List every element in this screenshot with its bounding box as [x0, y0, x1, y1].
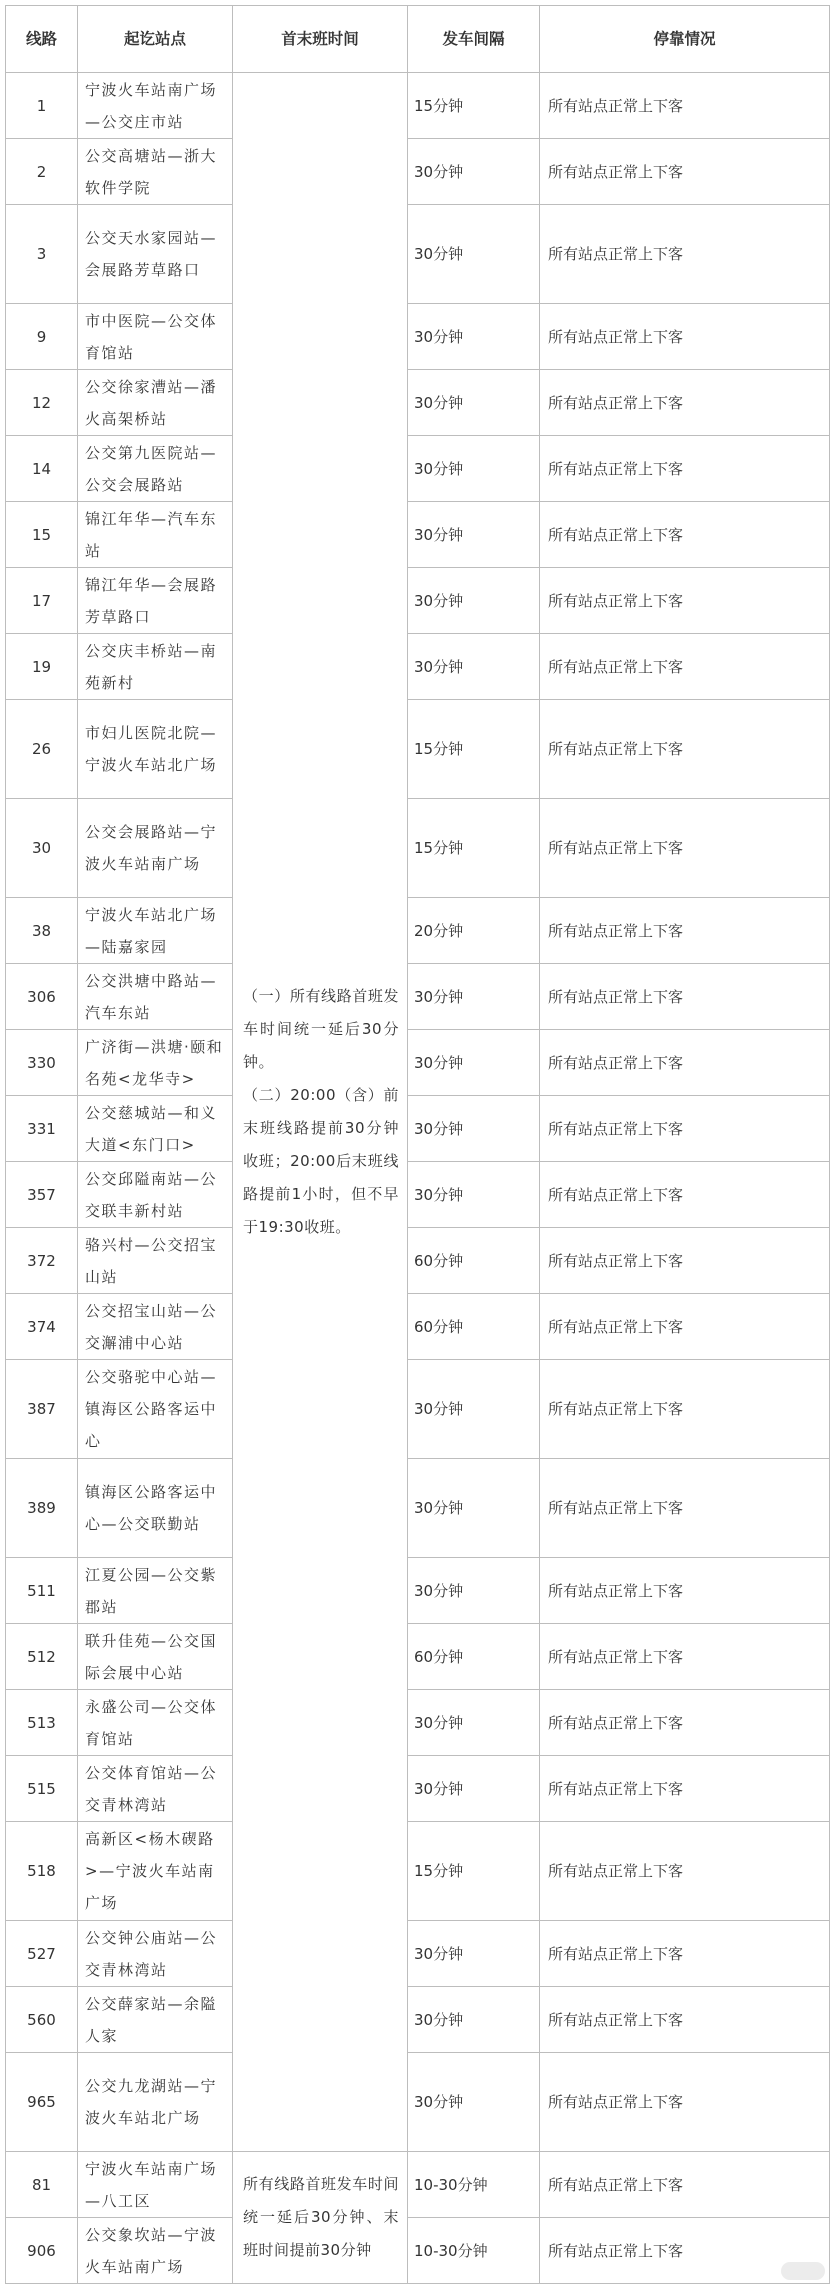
line-number: 527 [6, 1921, 78, 1987]
table-row [6, 799, 830, 898]
line-number: 512 [6, 1624, 78, 1690]
departure-interval: 15分钟 [408, 1822, 540, 1921]
route-stations: 公交象坎站—宁波火车站南广场 [78, 2218, 233, 2284]
line-number: 387 [6, 1360, 78, 1459]
departure-interval: 30分钟 [408, 568, 540, 634]
route-stations: 公交高塘站—浙大软件学院 [78, 139, 233, 205]
departure-interval: 15分钟 [408, 73, 540, 139]
stop-status: 所有站点正常上下客 [540, 370, 830, 436]
table-row [6, 1294, 830, 1360]
stop-status: 所有站点正常上下客 [540, 2152, 830, 2218]
departure-interval: 30分钟 [408, 436, 540, 502]
bus-schedule-table [5, 5, 830, 2284]
route-stations: 公交第九医院站—公交会展路站 [78, 436, 233, 502]
table-row [6, 1360, 830, 1459]
departure-interval: 15分钟 [408, 700, 540, 799]
departure-interval: 30分钟 [408, 1162, 540, 1228]
departure-interval: 30分钟 [408, 1360, 540, 1459]
route-stations: 公交慈城站—和义大道<东门口> [78, 1096, 233, 1162]
line-number: 965 [6, 2053, 78, 2152]
route-stations: 公交天水家园站—会展路芳草路口 [78, 205, 233, 304]
line-number: 513 [6, 1690, 78, 1756]
line-number: 306 [6, 964, 78, 1030]
departure-interval: 30分钟 [408, 964, 540, 1030]
header-time: 首末班时间 [233, 6, 408, 73]
route-stations: 公交体育馆站—公交青林湾站 [78, 1756, 233, 1822]
stop-status: 所有站点正常上下客 [540, 436, 830, 502]
table-row [6, 502, 830, 568]
stop-status: 所有站点正常上下客 [540, 502, 830, 568]
table-row [6, 1030, 830, 1096]
departure-interval: 30分钟 [408, 502, 540, 568]
stop-status: 所有站点正常上下客 [540, 1162, 830, 1228]
watermark [781, 2262, 825, 2280]
route-stations: 锦江年华—会展路芳草路口 [78, 568, 233, 634]
line-number: 26 [6, 700, 78, 799]
line-number: 560 [6, 1987, 78, 2053]
table-row [6, 898, 830, 964]
stop-status: 所有站点正常上下客 [540, 1096, 830, 1162]
departure-interval: 60分钟 [408, 1228, 540, 1294]
route-stations: 公交会展路站—宁波火车站南广场 [78, 799, 233, 898]
line-number: 330 [6, 1030, 78, 1096]
line-number: 511 [6, 1558, 78, 1624]
table-row [6, 1822, 830, 1921]
table-row [6, 700, 830, 799]
departure-interval: 30分钟 [408, 1459, 540, 1558]
stop-status: 所有站点正常上下客 [540, 73, 830, 139]
table-row [6, 1921, 830, 1987]
departure-interval: 15分钟 [408, 799, 540, 898]
stop-status: 所有站点正常上下客 [540, 2053, 830, 2152]
schedule-note-first-bus: （一）所有线路首班发车时间统一延后30分钟。 [243, 987, 399, 1071]
route-stations: 公交招宝山站—公交澥浦中心站 [78, 1294, 233, 1360]
stop-status: 所有站点正常上下客 [540, 205, 830, 304]
route-stations: 公交钟公庙站—公交青林湾站 [78, 1921, 233, 1987]
stop-status: 所有站点正常上下客 [540, 568, 830, 634]
route-stations: 公交骆驼中心站—镇海区公路客运中心 [78, 1360, 233, 1459]
departure-interval: 30分钟 [408, 139, 540, 205]
line-number: 17 [6, 568, 78, 634]
schedule-note-last-bus: （二）20:00（含）前末班线路提前30分钟收班；20:00后末班线路提前1小时，但不早于19:30收班。 [243, 1086, 399, 1236]
route-stations: 宁波火车站北广场—陆嘉家园 [78, 898, 233, 964]
table-row [6, 568, 830, 634]
route-stations: 骆兴村—公交招宝山站 [78, 1228, 233, 1294]
stop-status: 所有站点正常上下客 [540, 2218, 830, 2284]
table-row [6, 2053, 830, 2152]
table-body [6, 73, 830, 2284]
stop-status: 所有站点正常上下客 [540, 1558, 830, 1624]
stop-status: 所有站点正常上下客 [540, 700, 830, 799]
route-stations: 市妇儿医院北院—宁波火车站北广场 [78, 700, 233, 799]
stop-status: 所有站点正常上下客 [540, 304, 830, 370]
line-number: 12 [6, 370, 78, 436]
table-row [6, 964, 830, 1030]
stop-status: 所有站点正常上下客 [540, 898, 830, 964]
line-number: 14 [6, 436, 78, 502]
header-line: 线路 [6, 6, 78, 73]
line-number: 38 [6, 898, 78, 964]
stop-status: 所有站点正常上下客 [540, 1294, 830, 1360]
table-row [6, 1558, 830, 1624]
line-number: 9 [6, 304, 78, 370]
route-stations: 广济街—洪塘·颐和名苑<龙华寺> [78, 1030, 233, 1096]
stop-status: 所有站点正常上下客 [540, 634, 830, 700]
departure-interval: 30分钟 [408, 2053, 540, 2152]
stop-status: 所有站点正常上下客 [540, 1459, 830, 1558]
departure-interval: 60分钟 [408, 1624, 540, 1690]
line-number: 331 [6, 1096, 78, 1162]
line-number: 30 [6, 799, 78, 898]
stop-status: 所有站点正常上下客 [540, 1756, 830, 1822]
line-number: 374 [6, 1294, 78, 1360]
route-stations: 宁波火车站南广场—八工区 [78, 2152, 233, 2218]
table-row [6, 73, 830, 139]
table-row [6, 2218, 830, 2284]
route-stations: 永盛公司—公交体育馆站 [78, 1690, 233, 1756]
stop-status: 所有站点正常上下客 [540, 1228, 830, 1294]
stop-status: 所有站点正常上下客 [540, 1360, 830, 1459]
departure-interval: 30分钟 [408, 1987, 540, 2053]
route-stations: 公交九龙湖站—宁波火车站北广场 [78, 2053, 233, 2152]
stop-status: 所有站点正常上下客 [540, 1624, 830, 1690]
stop-status: 所有站点正常上下客 [540, 1921, 830, 1987]
table-row [6, 1459, 830, 1558]
table-row [6, 1228, 830, 1294]
stop-status: 所有站点正常上下客 [540, 1690, 830, 1756]
line-number: 515 [6, 1756, 78, 1822]
table-row [6, 1162, 830, 1228]
route-stations: 锦江年华—汽车东站 [78, 502, 233, 568]
header-route: 起讫站点 [78, 6, 233, 73]
table-row [6, 634, 830, 700]
stop-status: 所有站点正常上下客 [540, 964, 830, 1030]
route-stations: 江夏公园—公交紫郡站 [78, 1558, 233, 1624]
table-row [6, 139, 830, 205]
line-number: 15 [6, 502, 78, 568]
departure-interval: 10-30分钟 [408, 2152, 540, 2218]
line-number: 19 [6, 634, 78, 700]
table-row [6, 1690, 830, 1756]
route-stations: 高新区<杨木碶路>—宁波火车站南广场 [78, 1822, 233, 1921]
departure-interval: 30分钟 [408, 370, 540, 436]
route-stations: 公交薛家站—余隘人家 [78, 1987, 233, 2053]
table-row [6, 1096, 830, 1162]
route-stations: 公交洪塘中路站—汽车东站 [78, 964, 233, 1030]
departure-interval: 30分钟 [408, 304, 540, 370]
line-number: 81 [6, 2152, 78, 2218]
table-header [6, 6, 830, 73]
route-stations: 联升佳苑—公交国际会展中心站 [78, 1624, 233, 1690]
route-stations: 宁波火车站南广场—公交庄市站 [78, 73, 233, 139]
departure-interval: 30分钟 [408, 1921, 540, 1987]
schedule-note-group2: 所有线路首班发车时间统一延后30分钟、末班时间提前30分钟 [233, 2152, 408, 2284]
route-stations: 公交徐家漕站—潘火高架桥站 [78, 370, 233, 436]
departure-interval: 30分钟 [408, 1030, 540, 1096]
line-number: 372 [6, 1228, 78, 1294]
line-number: 1 [6, 73, 78, 139]
departure-interval: 30分钟 [408, 1756, 540, 1822]
departure-interval: 30分钟 [408, 634, 540, 700]
table-row [6, 205, 830, 304]
header-interval: 发车间隔 [408, 6, 540, 73]
route-stations: 公交庆丰桥站—南苑新村 [78, 634, 233, 700]
departure-interval: 30分钟 [408, 1096, 540, 1162]
departure-interval: 30分钟 [408, 1558, 540, 1624]
line-number: 3 [6, 205, 78, 304]
line-number: 357 [6, 1162, 78, 1228]
stop-status: 所有站点正常上下客 [540, 799, 830, 898]
line-number: 906 [6, 2218, 78, 2284]
stop-status: 所有站点正常上下客 [540, 139, 830, 205]
line-number: 518 [6, 1822, 78, 1921]
stop-status: 所有站点正常上下客 [540, 1030, 830, 1096]
departure-interval: 10-30分钟 [408, 2218, 540, 2284]
table-row [6, 304, 830, 370]
table-row [6, 1756, 830, 1822]
route-stations: 市中医院—公交体育馆站 [78, 304, 233, 370]
table-row [6, 1624, 830, 1690]
stop-status: 所有站点正常上下客 [540, 1987, 830, 2053]
line-number: 389 [6, 1459, 78, 1558]
route-stations: 镇海区公路客运中心—公交联勤站 [78, 1459, 233, 1558]
route-stations: 公交邱隘南站—公交联丰新村站 [78, 1162, 233, 1228]
departure-interval: 30分钟 [408, 205, 540, 304]
table-row [6, 436, 830, 502]
departure-interval: 20分钟 [408, 898, 540, 964]
departure-interval: 60分钟 [408, 1294, 540, 1360]
stop-status: 所有站点正常上下客 [540, 1822, 830, 1921]
departure-interval: 30分钟 [408, 1690, 540, 1756]
schedule-note-group1 [233, 73, 408, 2152]
line-number: 2 [6, 139, 78, 205]
header-stop: 停靠情况 [540, 6, 830, 73]
table-row [6, 370, 830, 436]
table-row [6, 2152, 830, 2218]
table-row [6, 1987, 830, 2053]
